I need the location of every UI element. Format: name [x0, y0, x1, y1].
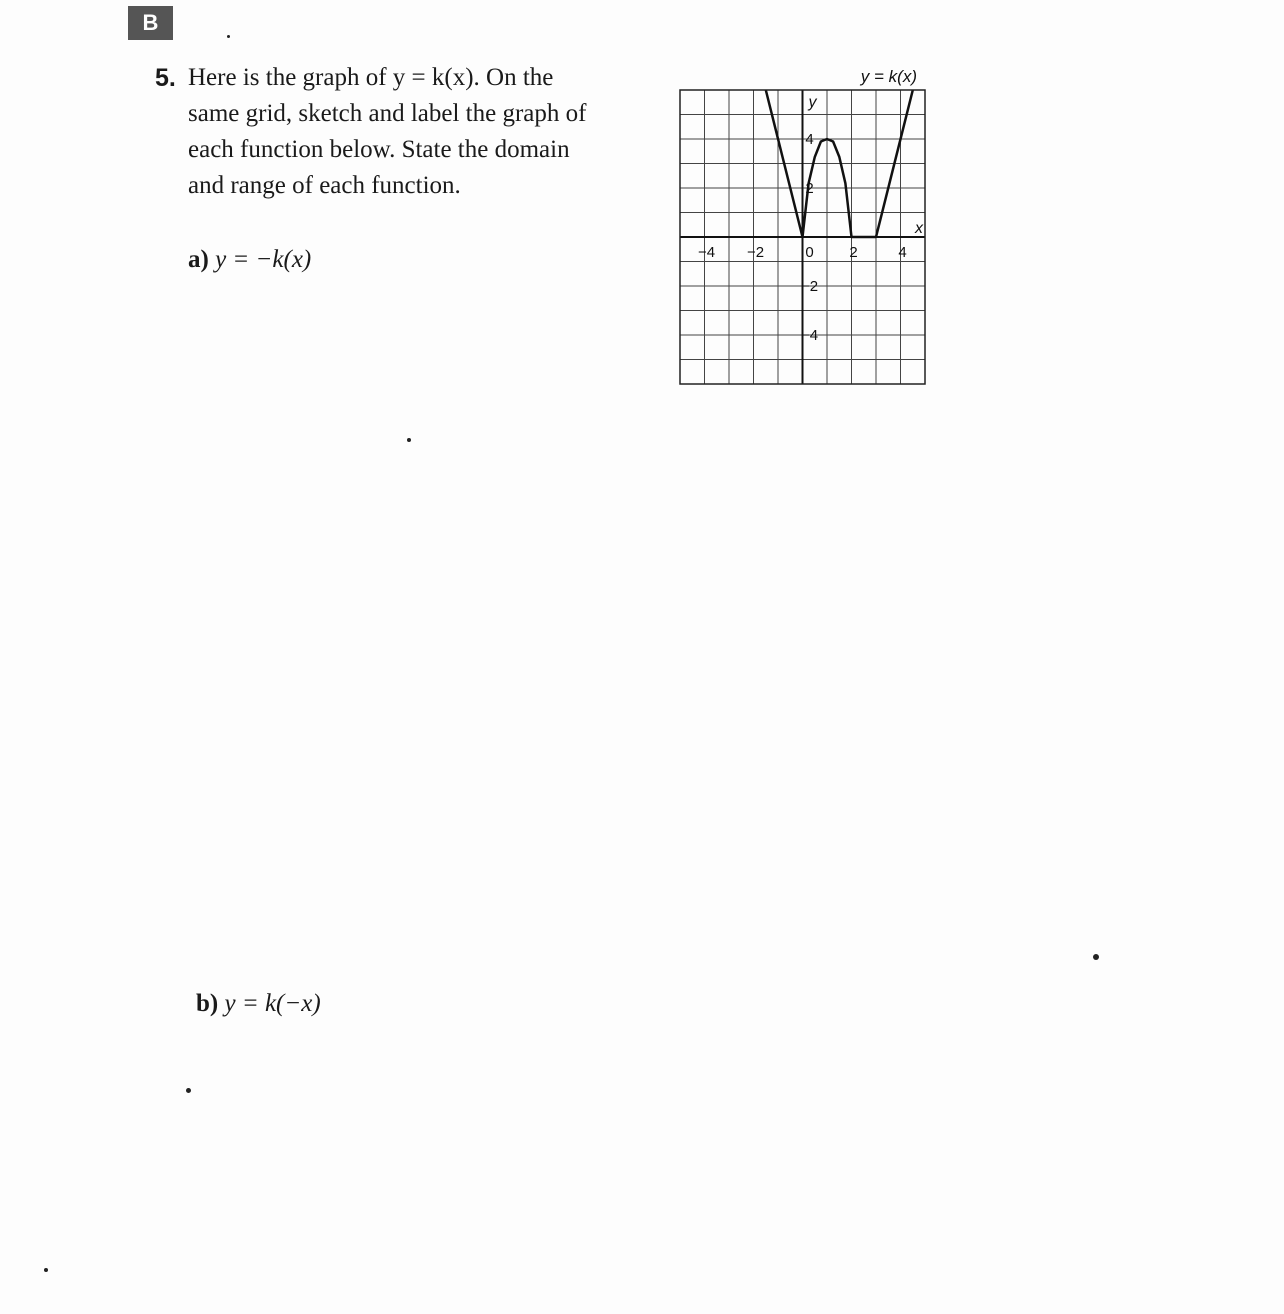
part-b-equation: y = k(−x)	[224, 990, 321, 1017]
paper-speck	[407, 438, 411, 442]
part-b	[196, 990, 321, 1018]
y-tick-label: 4	[805, 131, 814, 148]
paper-speck	[227, 35, 230, 38]
x-tick-label: 2	[849, 244, 858, 261]
part-b-label: b)	[196, 990, 219, 1017]
question-number: 5.	[155, 64, 176, 92]
function-graph	[670, 58, 940, 398]
part-a-equation: y = −k(x)	[215, 246, 312, 273]
x-tick-label: −2	[746, 244, 765, 261]
x-tick-label: −4	[697, 244, 716, 261]
x-tick-label: 0	[805, 244, 814, 261]
part-a-label: a)	[188, 246, 209, 273]
paper-speck	[186, 1088, 191, 1093]
paper-speck	[1093, 954, 1099, 960]
y-axis-label: y	[808, 94, 817, 111]
x-tick-label: 4	[898, 244, 907, 261]
y-tick-label: 2	[805, 180, 814, 197]
paper-speck	[44, 1268, 48, 1272]
part-a	[188, 246, 311, 274]
y-tick-label: −2	[800, 278, 819, 295]
question-text: Here is the graph of y = k(x). On the same grid, sketch and label the graph of each function below. State the domain and range of each function.	[188, 64, 587, 199]
x-axis-label: x	[915, 220, 923, 237]
section-badge: B	[128, 6, 173, 40]
chart-title: y = k(x)	[860, 67, 917, 86]
y-tick-label: −4	[800, 327, 819, 344]
